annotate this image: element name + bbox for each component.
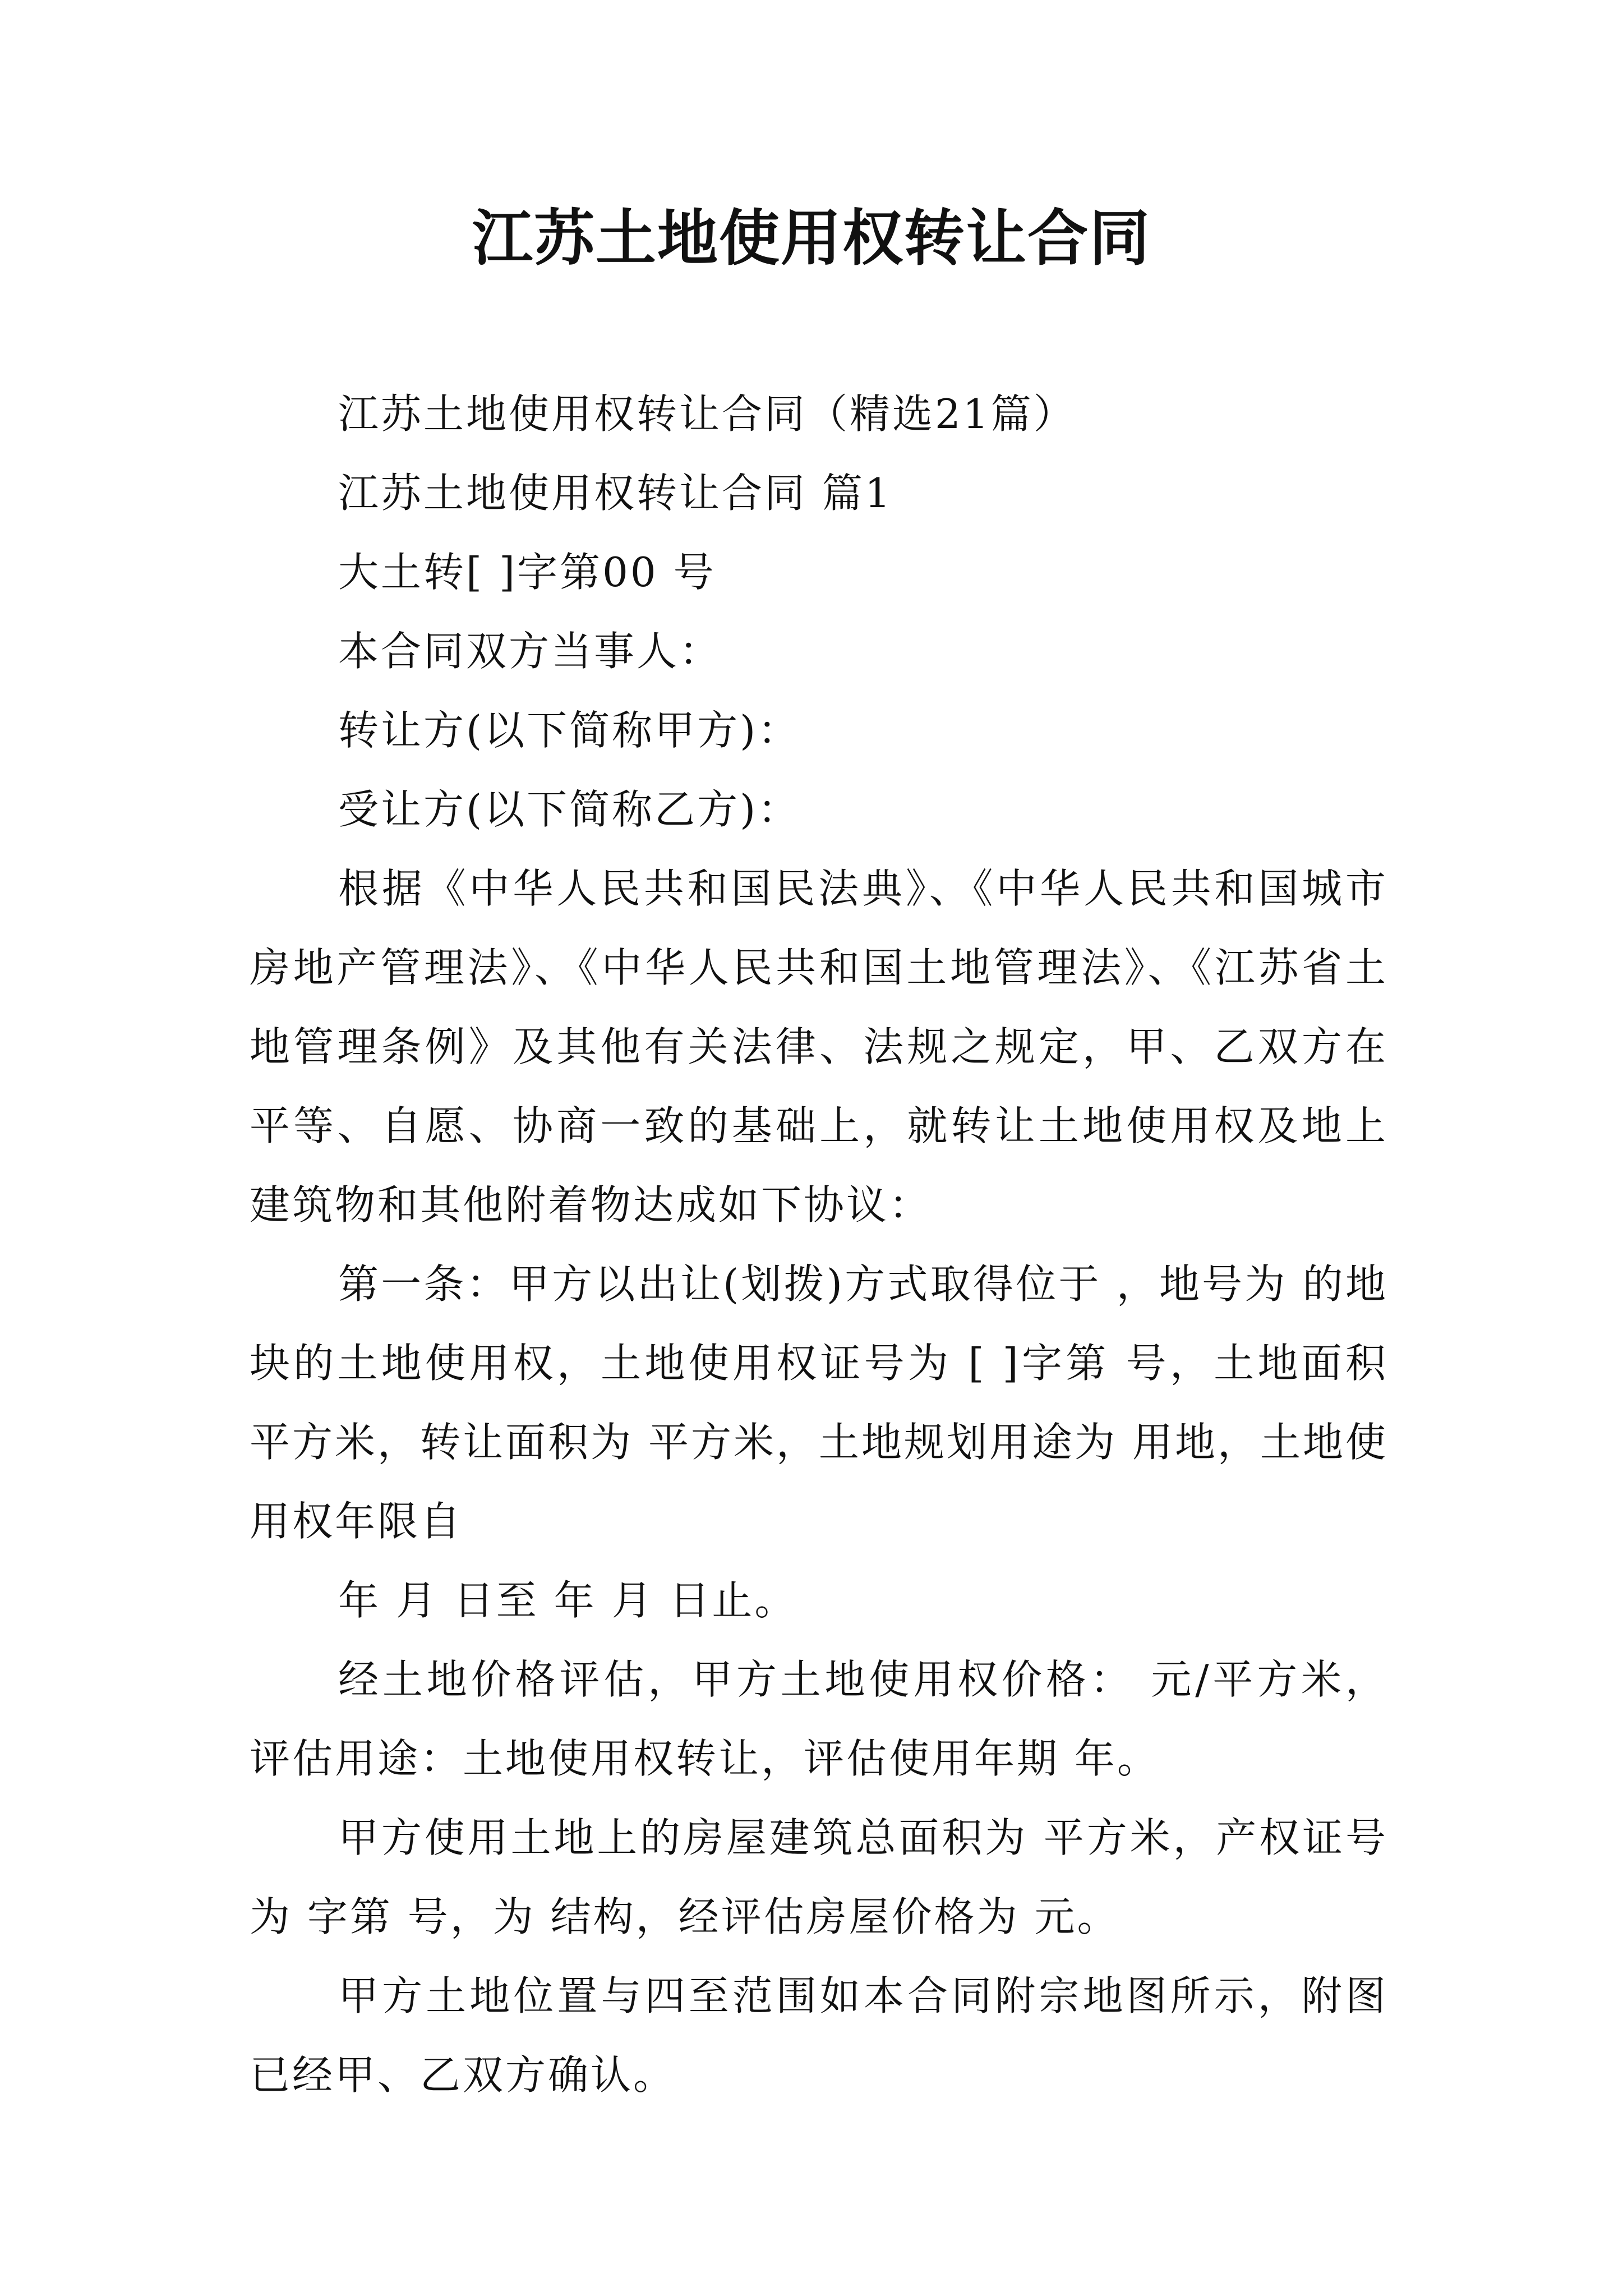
paragraph-building-valuation: 甲方使用土地上的房屋建筑总面积为 平方米，产权证号为 字第 号，为 结构，经评估房屋价格为 元。 [250, 1814, 1388, 1940]
paragraph-transferee: 受让方(以下简称乙方)： [338, 786, 801, 833]
paragraph-transferor: 转让方(以下简称甲方)： [338, 707, 801, 754]
paragraph-term-dates: 年 月 日至 年 月 日止。 [338, 1577, 797, 1624]
paragraph-section-heading: 江苏土地使用权转让合同 篇1 [338, 470, 893, 517]
paragraph-land-valuation: 经土地价格评估，甲方土地使用权价格： 元/平方米，评估用途：土地使用权转让，评估使用年期 年。 [250, 1656, 1388, 1782]
paragraph-land-location: 甲方土地位置与四至范围如本合同附宗地图所示，附图已经甲、乙双方确认。 [250, 1972, 1388, 2099]
document-body [250, 375, 1388, 2115]
document-title: 江苏土地使用权转让合同 [472, 203, 1151, 274]
paragraph-subtitle: 江苏土地使用权转让合同（精选21篇） [338, 390, 1076, 438]
paragraph-parties-heading: 本合同双方当事人： [338, 628, 722, 675]
paragraph-article-one: 第一条：甲方以出让(划拨)方式取得位于 ，地号为 的地块的土地使用权，土地使用权证号为 [ ]字第 号，土地面积 平方米，转让面积为 平方米，土地规划用途为 用地，土地使用权年限自 [250, 1260, 1388, 1545]
paragraph-contract-number: 大土转[ ]字第00 号 [338, 549, 716, 596]
paragraph-legal-basis: 根据《中华人民共和国民法典》、《中华人民共和国城市房地产管理法》、《中华人民共和国土地管理法》、《江苏省土地管理条例》及其他有关法律、法规之规定，甲、乙双方在平等、自愿、协商一致的基础上，就转让土地使用权及地上建筑物和其他附着物达成如下协议： [250, 865, 1388, 1228]
